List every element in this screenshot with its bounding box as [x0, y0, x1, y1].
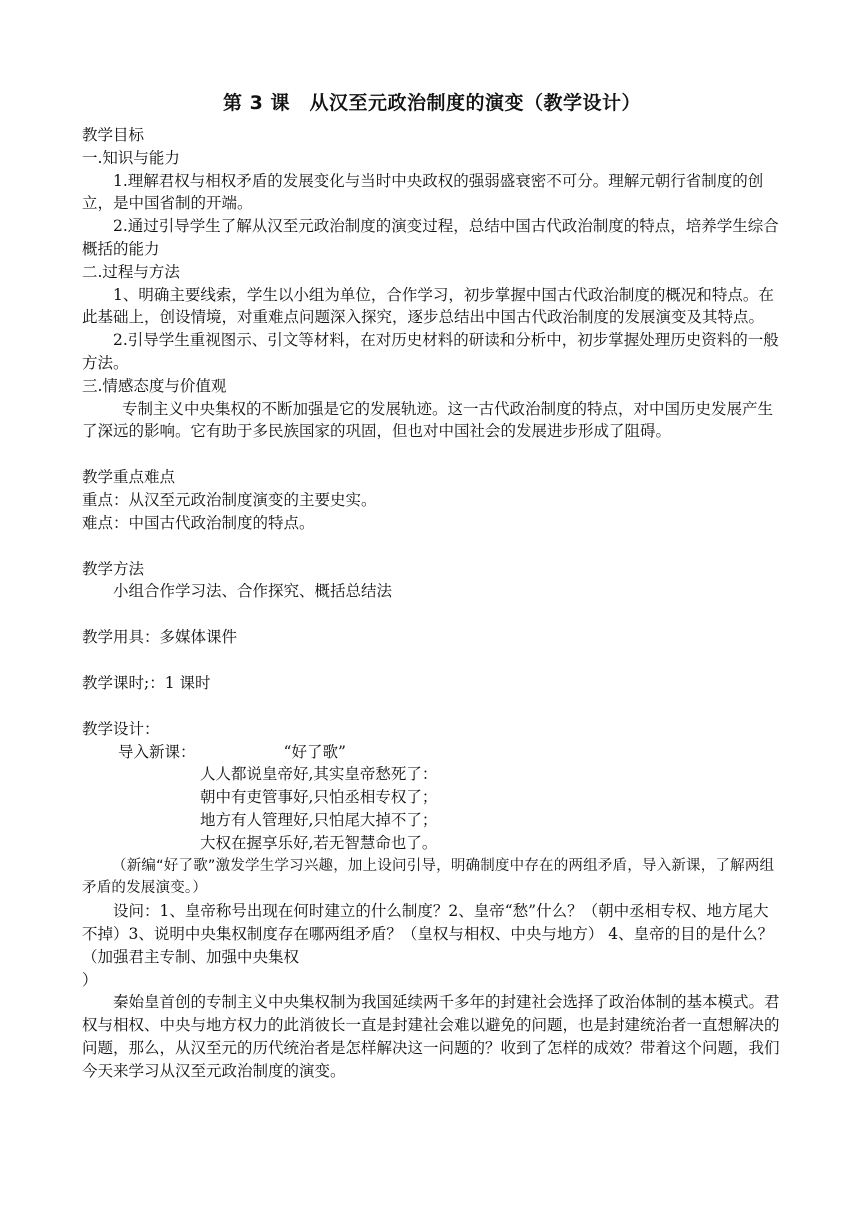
questions-close: ） [82, 970, 98, 989]
knowledge-paragraph-1: 1.理解君权与相权矛盾的发展变化与当时中央政权的强弱盛衰密不可分。理解元朝行省制度的创立，是中国省制的开端。 [82, 171, 764, 213]
methods-heading: 教学方法 [82, 559, 145, 578]
document-page [82, 90, 782, 1082]
spacer [82, 443, 782, 466]
intro-label: 导入新课： [118, 742, 196, 761]
spacer [82, 535, 782, 558]
process-paragraph-2: 2.引导学生重视图示、引文等材料，在对历史材料的研读和分析中，初步掌握处理历史资料的一般方法。 [82, 331, 779, 372]
poem-line-4: 大权在握享乐好,若无智慧命也了。 [200, 833, 438, 852]
poem-line-1: 人人都说皇帝好,其实皇帝愁死了： [200, 765, 438, 784]
spacer [82, 649, 782, 672]
poem-line-2: 朝中有吏管事好,只怕丞相专权了； [200, 788, 438, 807]
process-paragraph-1: 1、明确主要线索，学生以小组为单位，合作学习，初步掌握中国古代政治制度的概况和特点。在此基础上，创设情境，对重难点问题深入探究，逐步总结出中国古代政治制度的发展演变及其特点。 [82, 285, 774, 327]
song-title: “好了歌” [283, 742, 346, 761]
design-heading: 教学设计： [82, 719, 160, 738]
knowledge-paragraph-2: 2.通过引导学生了解从汉至元政治制度的演变过程，总结中国古代政治制度的特点，培养学生综合概括的能力 [82, 217, 779, 258]
intro-paragraph: 秦始皇首创的专制主义中央集权制为我国延续两千多年的封建社会选择了政治体制的基本模式。君权与相权、中央与地方权力的此消彼长一直是封建社会难以避免的问题，也是封建统治者一直想解决的问题，那么，从汉至元的历代统治者是怎样解决这一问题的？收到了怎样的成效？带着这个问题，我们今天来学习从汉至元政治制度的演变。 [82, 993, 780, 1080]
questions-paragraph: 设问：1、皇帝称号出现在何时建立的什么制度？2、皇帝“愁”什么？（朝中丞相专权、地方尾大不掉）3、说明中央集权制度存在哪两组矛盾？（皇权与相权、中央与地方） 4、皇帝的目的是什么？（加强君主专制、加强中央集权 [82, 902, 774, 966]
teaching-tools: 教学用具：多媒体课件 [82, 628, 238, 647]
methods-text: 小组合作学习法、合作探究、概括总结法 [113, 582, 393, 601]
process-method-title: 二.过程与方法 [82, 262, 180, 281]
values-title: 三.情感态度与价值观 [82, 376, 227, 395]
values-paragraph: 专制主义中央集权的不断加强是它的发展轨迹。这一古代政治制度的特点，对中国历史发展产生了深远的影响。它有助于多民族国家的巩固，但也对中国社会的发展进步形成了阻碍。 [82, 399, 774, 441]
objectives-heading: 教学目标 [82, 126, 145, 144]
knowledge-ability-title: 一.知识与能力 [82, 148, 180, 167]
keypoints-heading: 教学重点难点 [82, 468, 176, 487]
difficult-point: 难点：中国古代政治制度的特点。 [82, 513, 315, 532]
document-title: 第 3 课 从汉至元政治制度的演变（教学设计） [223, 92, 641, 114]
poem-line-3: 地方有人管理好,只怕尾大掉不了； [200, 810, 438, 829]
spacer [82, 603, 782, 626]
key-point: 重点：从汉至元政治制度演变的主要史实。 [82, 490, 377, 509]
poem-note: （新编“好了歌”激发学生学习兴趣，加上设问引导，明确制度中存在的两组矛盾，导入新课，了解两组矛盾的发展演变。） [82, 857, 775, 897]
teaching-hours: 教学课时;：1 课时 [82, 673, 211, 692]
spacer [82, 695, 782, 718]
intro-line [82, 741, 782, 764]
